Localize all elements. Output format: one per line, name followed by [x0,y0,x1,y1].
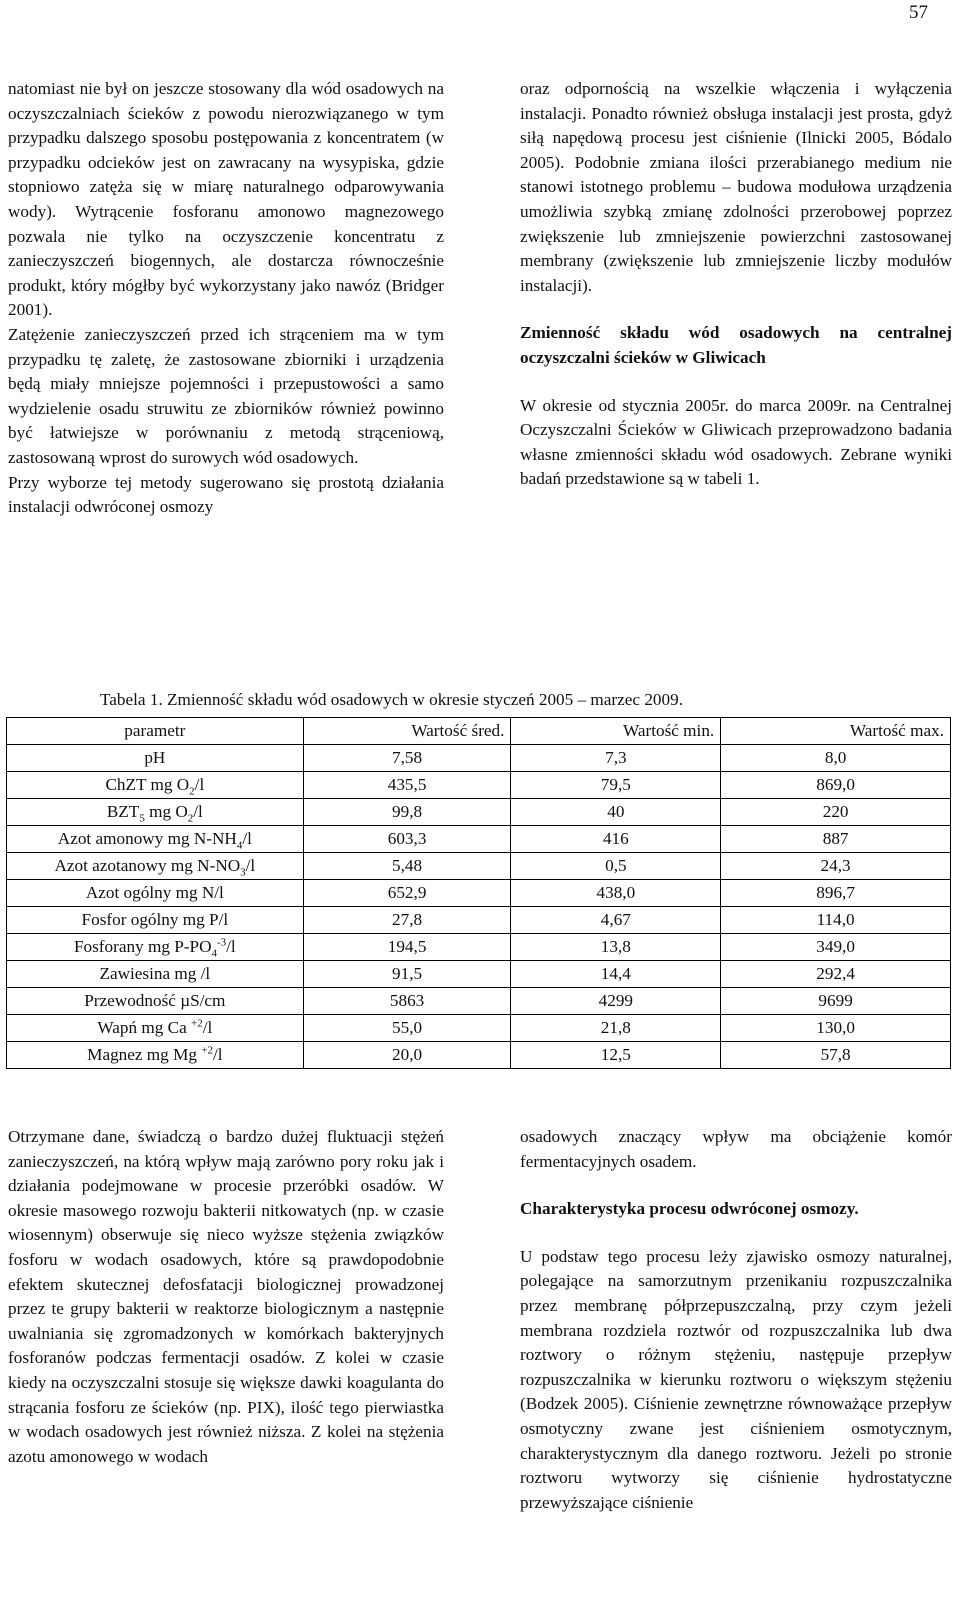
value-cell-max: 887 [721,826,951,853]
parameter-text: mg O [144,802,188,821]
parameter-text: /l [193,802,203,821]
value-cell-avg: 91,5 [303,961,511,988]
parameter-cell [7,907,304,934]
value-cell-min: 4299 [511,988,721,1015]
value-cell-max: 292,4 [721,961,951,988]
table-row [7,745,951,772]
table-row [7,934,951,961]
table-row [7,988,951,1015]
value-cell-avg: 99,8 [303,799,511,826]
parameter-text: 3 [240,866,246,879]
parameter-text: Fosfor ogólny mg P/l [81,910,229,929]
table-row [7,772,951,799]
value-cell-min: 7,3 [511,745,721,772]
parameter-text: pH [144,748,166,767]
parameter-cell [7,880,304,907]
parameter-text: Azot azotanowy mg N-NO [54,856,241,875]
column-header: Wartość śred. [303,718,511,745]
value-cell-max: 57,8 [721,1042,951,1069]
parameter-text: ChZT mg O [105,775,190,794]
parameter-text: Zawiesina mg /l [99,964,211,983]
paragraph: U podstaw tego procesu leży zjawisko osmozy naturalnej, polegające na samorzutnym przenikaniu rozpuszczalnika przez membranę półprzepuszczalną, przy czym jeżeli membrana rozdziela roztwór od rozpuszczalnika lub dwa roztwory o różnym stężeniu, następuje przepływ rozpuszczalnika w kierunku roztworu o większym stężeniu (Bodzek 2005). Ciśnienie zewnętrzne równoważące przepływ osmotyczny zwane jest ciśnieniem osmotycznym, charakterystycznym dla danego roztworu. Jeżeli po stronie roztworu wytworzy się ciśnienie hydrostatyczne przewyższające ciśnienie [520,1246,952,1512]
value-cell-max: 24,3 [721,853,951,880]
parameter-text: +2 [201,1044,213,1057]
parameter-cell [7,1015,304,1042]
parameter-text: +2 [191,1017,203,1030]
value-cell-max: 8,0 [721,745,951,772]
value-cell-max: 220 [721,799,951,826]
table-row [7,853,951,880]
parameter-cell [7,799,304,826]
paragraph: W okresie od stycznia 2005r. do marca 2009r. na Centralnej Oczyszczalni Ścieków w Gliwicach przeprowadzono badania własne zmienności składu wód osadowych. Zebrane wyniki badań przedstawione są w tabeli 1. [520,395,952,489]
parameter-text: 2 [187,812,194,825]
parameter-text: 4 [211,947,217,960]
table-row [7,799,951,826]
value-cell-max: 349,0 [721,934,951,961]
top-left-column [8,77,444,520]
section-heading: Charakterystyka procesu odwróconej osmozy. [520,1199,859,1219]
value-cell-min: 12,5 [511,1042,721,1069]
table-row [7,826,951,853]
paragraph: Przy wyborze tej metody sugerowano się prostotą działania instalacji odwróconej osmozy [8,472,444,517]
parameter-cell [7,826,304,853]
data-table [6,717,951,1069]
value-cell-min: 4,67 [511,907,721,934]
table-row [7,880,951,907]
parameter-text: /l [242,829,252,848]
column-header: parametr [7,718,304,745]
parameter-cell [7,961,304,988]
value-cell-min: 21,8 [511,1015,721,1042]
parameter-text: 2 [189,785,195,798]
paragraph: natomiast nie był on jeszcze stosowany dla wód osadowych na oczyszczalniach ścieków z powodu nierozwiązanego w tym przypadku dalszego sposobu postępowania z koncentratem (w przypadku odcieków jest on zawracany na wysypiska, gdzie stopniowo zatęża się w miarę naturalnego odparowywania wody). Wytrącenie fosforanu amonowo magnezowego pozwala nie tylko na oczyszczenie koncentratu z zanieczyszczeń biogennych, ale dostarcza równocześnie produkt, który mógłby być wykorzystany jako nawóz (Bridger 2001). [8,79,444,320]
paragraph: Otrzymane dane, świadczą o bardzo dużej fluktuacji stężeń zanieczyszczeń, na którą wpływ mają zarówno pory roku jak i działania podejmowane w procesie przeróbki osadów. W okresie masowego rozwoju bakterii nitkowatych (np. w czasie wiosennym) obserwuje się nieco wyższe stężenia związków fosforu w wodach osadowych, które są prawdopodobnie efektem skutecznej defosfatacji biologicznej prowadzonej przez te grupy bakterii w reaktorze biologicznym a następnie uwalniania się zgromadzonych w komórkach bakteryjnych fosforanów podczas fermentacji osadów. Z kolei w czasie kiedy na oczyszczalni stosuje się większe dawki koagulanta do strącania fosforu ze ścieków (np. PIX), ilość tego pierwiastka w wodach osadowych jest również niższa. Z kolei na stężenia azotu amonowego w wodach [8,1127,444,1466]
value-cell-min: 438,0 [511,880,721,907]
value-cell-avg: 435,5 [303,772,511,799]
value-cell-avg: 5,48 [303,853,511,880]
section-heading: Zmienność składu wód osadowych na centralnej oczyszczalni ścieków w Gliwicach [520,323,952,367]
column-header: Wartość max. [721,718,951,745]
parameter-text: Azot ogólny mg N/l [85,883,224,902]
value-cell-max: 869,0 [721,772,951,799]
table-row [7,1015,951,1042]
value-cell-max: 130,0 [721,1015,951,1042]
parameter-text: 5 [139,812,145,825]
parameter-text: /l [226,937,236,956]
parameter-cell [7,1042,304,1069]
paragraph: osadowych znaczący wpływ ma obciążenie komór fermentacyjnych osadem. [520,1127,952,1171]
bottom-right-column [520,1125,952,1515]
parameter-text: /l [202,1018,213,1037]
parameter-text: Azot amonowy mg N-NH [57,829,237,848]
bottom-left-column [8,1125,444,1469]
value-cell-avg: 27,8 [303,907,511,934]
value-cell-max: 114,0 [721,907,951,934]
parameter-text: -3 [216,936,227,949]
parameter-text: /l [245,856,256,875]
parameter-text: Przewodność µS/cm [84,991,226,1010]
parameter-cell [7,772,304,799]
parameter-cell [7,988,304,1015]
parameter-cell [7,853,304,880]
value-cell-avg: 55,0 [303,1015,511,1042]
value-cell-min: 40 [511,799,721,826]
value-cell-avg: 652,9 [303,880,511,907]
parameter-text: Wapń mg Ca [97,1018,191,1037]
paragraph: Zatężenie zanieczyszczeń przed ich strąceniem ma w tym przypadku tę zaletę, że zastosowane zbiorniki i urządzenia będą miały mniejsze pojemności i przepustowości a samo wydzielenie osadu struwitu ze zbiorników również powinno być łatwiejsze w porównaniu z metodą strąceniową, zastosowaną wprost do surowych wód osadowych. [8,324,444,467]
value-cell-min: 79,5 [511,772,721,799]
parameter-text: Magnez mg Mg [87,1045,202,1064]
table-body [7,745,951,1069]
value-cell-min: 14,4 [511,961,721,988]
parameter-text: 4 [236,839,243,852]
value-cell-min: 416 [511,826,721,853]
top-right-column [520,77,952,492]
parameter-cell [7,745,304,772]
table-row [7,961,951,988]
value-cell-avg: 603,3 [303,826,511,853]
parameter-text: Fosforany mg P-PO [73,937,212,956]
value-cell-min: 0,5 [511,853,721,880]
table-header-row [7,718,951,745]
value-cell-min: 13,8 [511,934,721,961]
table-row [7,907,951,934]
parameter-text: /l [212,1045,223,1064]
table-caption: Tabela 1. Zmienność składu wód osadowych w okresie styczeń 2005 – marzec 2009. [100,690,684,709]
parameter-text: BZT [106,802,140,821]
value-cell-max: 896,7 [721,880,951,907]
parameter-cell [7,934,304,961]
paragraph: oraz odpornością na wszelkie włączenia i wyłączenia instalacji. Ponadto również obsługa instalacji jest prosta, gdyż siłą napędową procesu jest ciśnienie (Ilnicki 2005, Bódalo 2005). Podobnie zmiana ilości przerabianego medium nie stanowi istotnego problemu – budowa modułowa urządzenia umożliwia szybką zmianę zdolności przerobowej poprzez zwiększenie lub zmniejszenie powierzchni zastosowanej membrany (zwiększenie lub zmniejszenie liczby modułów instalacji). [520,79,952,295]
value-cell-avg: 7,58 [303,745,511,772]
value-cell-max: 9699 [721,988,951,1015]
value-cell-avg: 20,0 [303,1042,511,1069]
page-number: 57 [909,2,928,23]
parameter-text: /l [194,775,205,794]
value-cell-avg: 5863 [303,988,511,1015]
table-row [7,1042,951,1069]
value-cell-avg: 194,5 [303,934,511,961]
column-header: Wartość min. [511,718,721,745]
